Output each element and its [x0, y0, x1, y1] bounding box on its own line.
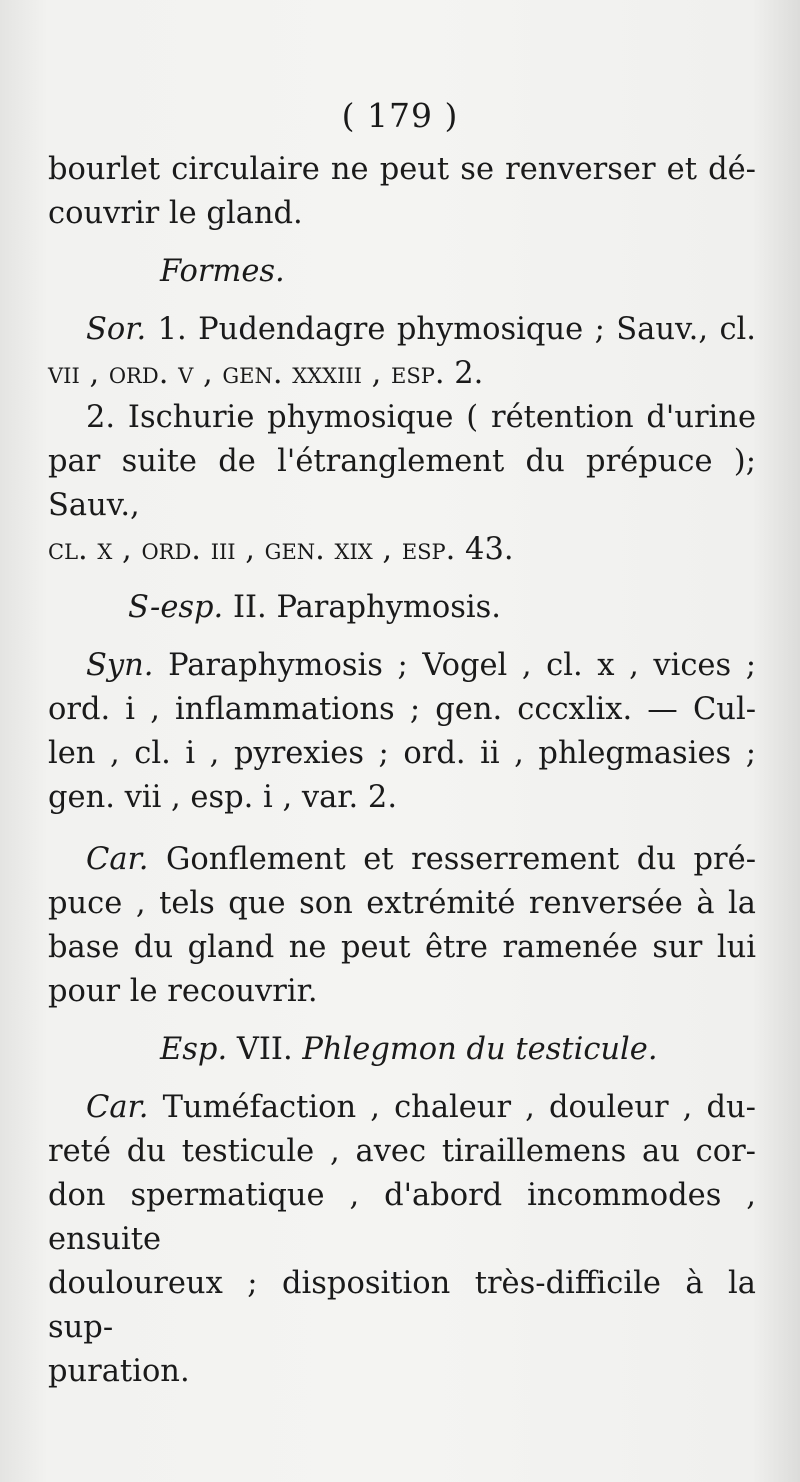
label-sor: Sor. — [86, 312, 147, 347]
text-line: couvrir le gland. — [48, 196, 303, 231]
section-heading-esp — [48, 1028, 756, 1072]
page-number: ( 179 ) — [341, 96, 459, 135]
text-line — [48, 838, 756, 882]
text-line: pour le recouvrir. — [48, 974, 318, 1009]
text-line-rest: Paraphymosis ; Vogel , cl. x , vices ; — [168, 648, 756, 683]
text-line: par suite de l'étranglement du prépuce ); Sauv., — [48, 444, 756, 523]
text-line: reté du testicule , avec tiraillemens au cor- — [48, 1134, 756, 1169]
text-line — [48, 308, 756, 352]
label-car: Car. — [86, 1090, 149, 1125]
text-line-rest: Tuméfaction , chaleur , douleur , du- — [162, 1090, 756, 1125]
heading-number: VII. — [236, 1032, 293, 1067]
text-line: puce , tels que son extrémité renversée à la — [48, 886, 756, 921]
text-line: base du gland ne peut être ramenée sur lui — [48, 930, 756, 965]
section-heading-sesp — [48, 586, 756, 630]
text-line: 2. Ischurie phymosique ( rétention d'urine — [86, 400, 756, 435]
text-line: len , cl. i , pyrexies ; ord. ii , phlegmasies ; — [48, 736, 756, 771]
text-line — [48, 644, 756, 688]
label-car: Car. — [86, 842, 149, 877]
label-syn: Syn. — [86, 648, 154, 683]
heading-text: Formes. — [160, 254, 285, 289]
section-heading-formes — [48, 250, 756, 294]
label-sesp: S-esp. — [128, 590, 224, 625]
text-line-rest: 1. Pudendagre phymosique ; Sauv., cl. — [157, 312, 756, 347]
text-line — [48, 528, 756, 572]
text-line: bourlet circulaire ne peut se renverser et dé- — [48, 152, 756, 187]
text-line-smallcaps: vii , ord. v , gen. xxxiii , esp. 2. — [48, 356, 484, 391]
text-line: gen. vii , esp. i , var. 2. — [48, 780, 398, 815]
text-line — [48, 352, 756, 396]
text-line: don spermatique , d'abord incommodes , ensuite — [48, 1178, 756, 1257]
text-line-smallcaps: cl. x , ord. iii , gen. xix , esp. 43. — [48, 532, 514, 567]
text-line — [48, 1086, 756, 1130]
text-line-rest: Gonflement et resserrement du pré- — [166, 842, 756, 877]
page-body — [48, 148, 756, 1394]
text-line: ord. i , inflammations ; gen. cccxlix. — Cul- — [48, 692, 756, 727]
heading-text: II. Paraphymosis. — [232, 590, 501, 625]
text-line: douloureux ; disposition très-difficile à la sup- — [48, 1266, 756, 1345]
text-line: puration. — [48, 1354, 190, 1389]
label-esp: Esp. — [160, 1032, 228, 1067]
heading-text: Phlegmon du testicule. — [302, 1032, 658, 1067]
